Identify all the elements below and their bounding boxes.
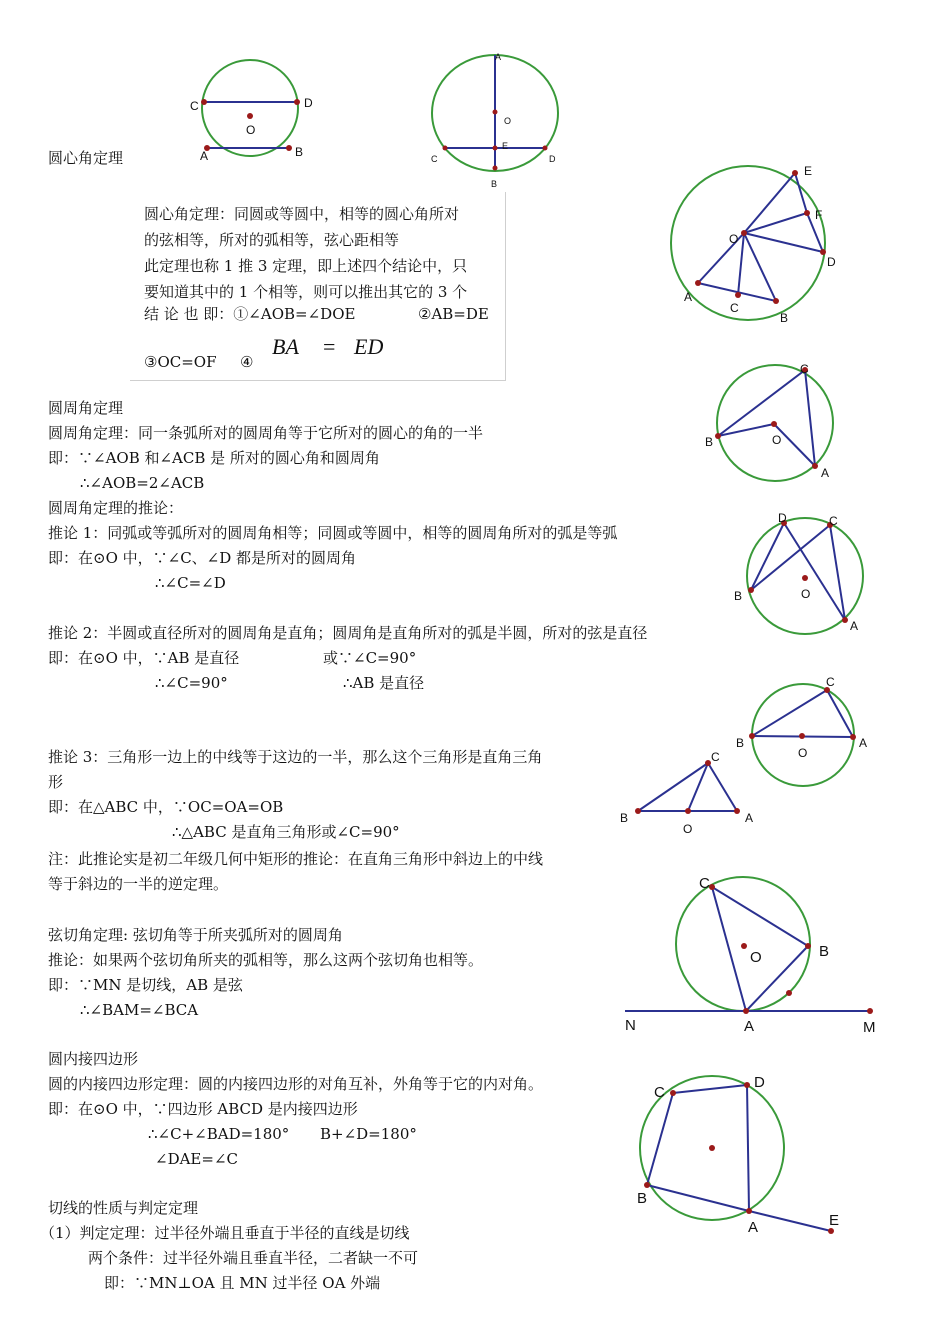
box-line: 的弦相等，所对的弧相等，弦心距相等 [144,231,400,249]
label-c: C [654,1084,665,1101]
text-line: 推论 1：同弧或等弧所对的圆周角相等；同圆或等圆中，相等的圆周角所对的弧是等弧 [48,524,618,542]
label-d: D [827,255,836,269]
label-b: B [734,589,743,603]
text-line: 即：在⊙O 中，∵∠C、∠D 都是所对的圆周角 [48,549,357,567]
formula-arc-ed: ED [354,334,384,359]
text-line: 即：在⊙O 中，∵AB 是直径 [48,649,240,667]
label-e: E [829,1212,840,1229]
label-d: D [549,154,556,164]
text-line: 即：在△ABC 中，∵OC=OA=OB [48,798,284,816]
text-line: 圆的内接四边形定理：圆的内接四边形的对角互补，外角等于它的内对角。 [48,1075,544,1093]
label-c: C [826,675,835,689]
figure-chords-circle [180,60,330,170]
figure-cyclic-quadrilateral [630,1065,855,1240]
text-line: 注：此推论实是初二年级几何中矩形的推论：在直角三角形中斜边上的中线 [48,850,544,868]
text-line: 形 [48,773,64,791]
label-a: A [821,466,830,480]
label-c: C [800,362,809,376]
text-line: 推论：如果两个弦切角所夹的弧相等，那么这两个弦切角也相等。 [48,951,484,969]
formula-equals: = [323,334,336,359]
label-o: O [729,232,739,246]
label-a: A [200,149,209,163]
label-o: O [246,123,256,137]
box-line: 结 论 也 即：①∠AOB=∠DOE [144,305,356,323]
label-m: M [863,1019,876,1036]
label-c: C [829,514,838,528]
label-a: A [748,1219,759,1236]
label-a: A [745,811,754,825]
figure-central-angles [660,155,850,330]
label-c: C [699,875,710,892]
section-heading-cyclic-quadrilateral: 圆内接四边形 [48,1050,139,1068]
label-c: C [190,99,199,113]
label-c: C [730,301,739,315]
label-o: O [683,822,693,836]
text-line: ∴AB 是直径 [343,674,425,692]
label-b: B [491,179,498,189]
label-d: D [304,96,313,110]
section-heading-tangent-properties: 切线的性质与判定定理 [48,1199,199,1217]
text-line: ∠DAE=∠C [155,1150,238,1168]
section-heading-inscribed-angle: 圆周角定理 [48,399,124,417]
figure-equal-inscribed-angles [732,508,867,638]
label-b: B [705,435,714,449]
label-c: C [711,750,720,764]
label-o: O [504,116,512,126]
text-line: 即：∵MN 是切线，AB 是弦 [48,976,243,994]
text-line: ∴∠AOB=2∠ACB [80,474,205,492]
box-line: 此定理也称 1 推 3 定理，即上述四个结论中，只 [144,257,468,275]
section-heading-central-angle: 圆心角定理 [48,149,124,167]
figure-diameter-chord [425,50,575,195]
label-o: O [772,433,782,447]
figure-inscribed-angle [700,358,845,483]
label-n: N [625,1017,636,1034]
text-line: （1）判定定理：过半径外端且垂直于半径的直线是切线 [40,1224,410,1242]
formula-arc-ba: BA [272,334,299,359]
label-a: A [859,736,868,750]
label-e: E [502,141,509,151]
label-b: B [736,736,745,750]
text-line: 圆周角定理：同一条弧所对的圆周角等于它所对的圆心的角的一半 [48,424,484,442]
label-d: D [778,511,787,525]
label-o: O [798,746,808,760]
text-line: B+∠D=180° [320,1125,417,1143]
text-line: 推论 2：半圆或直径所对的圆周角是直角；圆周角是直角所对的弧是半圆，所对的弦是直径 [48,624,648,642]
label-b: B [780,311,789,325]
label-a: A [744,1018,755,1035]
text-line: ∴∠C=∠D [155,574,226,592]
theorem-box [130,192,506,381]
label-b: B [295,145,304,159]
label-b: B [637,1190,648,1207]
label-a: A [684,290,693,304]
box-line: ③OC=OF [144,353,217,371]
text-line: 即：在⊙O 中，∵四边形 ABCD 是内接四边形 [48,1100,358,1118]
label-e: E [804,164,813,178]
text-line: 或∵∠C=90° [323,649,417,667]
text-line: 即：∵MN⊥OA 且 MN 过半径 OA 外端 [104,1274,381,1292]
label-a: A [495,52,502,62]
text-line: ∴∠C=90° [155,674,228,692]
label-c: C [431,154,438,164]
text-line: ∴∠C+∠BAD=180° [148,1125,290,1143]
box-line: ②AB=DE [418,305,489,323]
box-line: ④ [240,353,254,371]
label-a: A [850,619,859,633]
label-o: O [801,587,811,601]
figure-tangent-chord [615,872,890,1037]
label-b: B [819,943,830,960]
label-f: F [815,208,823,222]
box-line: 要知道其中的 1 个相等，则可以推出其它的 3 个 [144,283,468,301]
label-o: O [750,949,762,966]
text-line: 推论 3：三角形一边上的中线等于这边的一半，那么这个三角形是直角三角 [48,748,543,766]
text-line: 等于斜边的一半的逆定理。 [48,875,229,893]
text-line: ∴△ABC 是直角三角形或∠C=90° [172,823,400,841]
text-line: ∴∠BAM=∠BCA [80,1001,199,1019]
section-heading-tangent-chord: 弦切角定理: 弦切角等于所夹弧所对的圆周角 [48,926,343,944]
label-d: D [754,1074,765,1091]
text-line: 即：∵∠AOB 和∠ACB 是 所对的圆心角和圆周角 [48,449,380,467]
text-line: 两个条件：过半径外端且垂直半径，二者缺一不可 [88,1249,419,1267]
label-b: B [620,811,629,825]
box-line: 圆心角定理：同圆或等圆中，相等的圆心角所对 [144,205,460,223]
figure-median-triangle [615,745,760,835]
text-line: 圆周角定理的推论： [48,499,184,517]
